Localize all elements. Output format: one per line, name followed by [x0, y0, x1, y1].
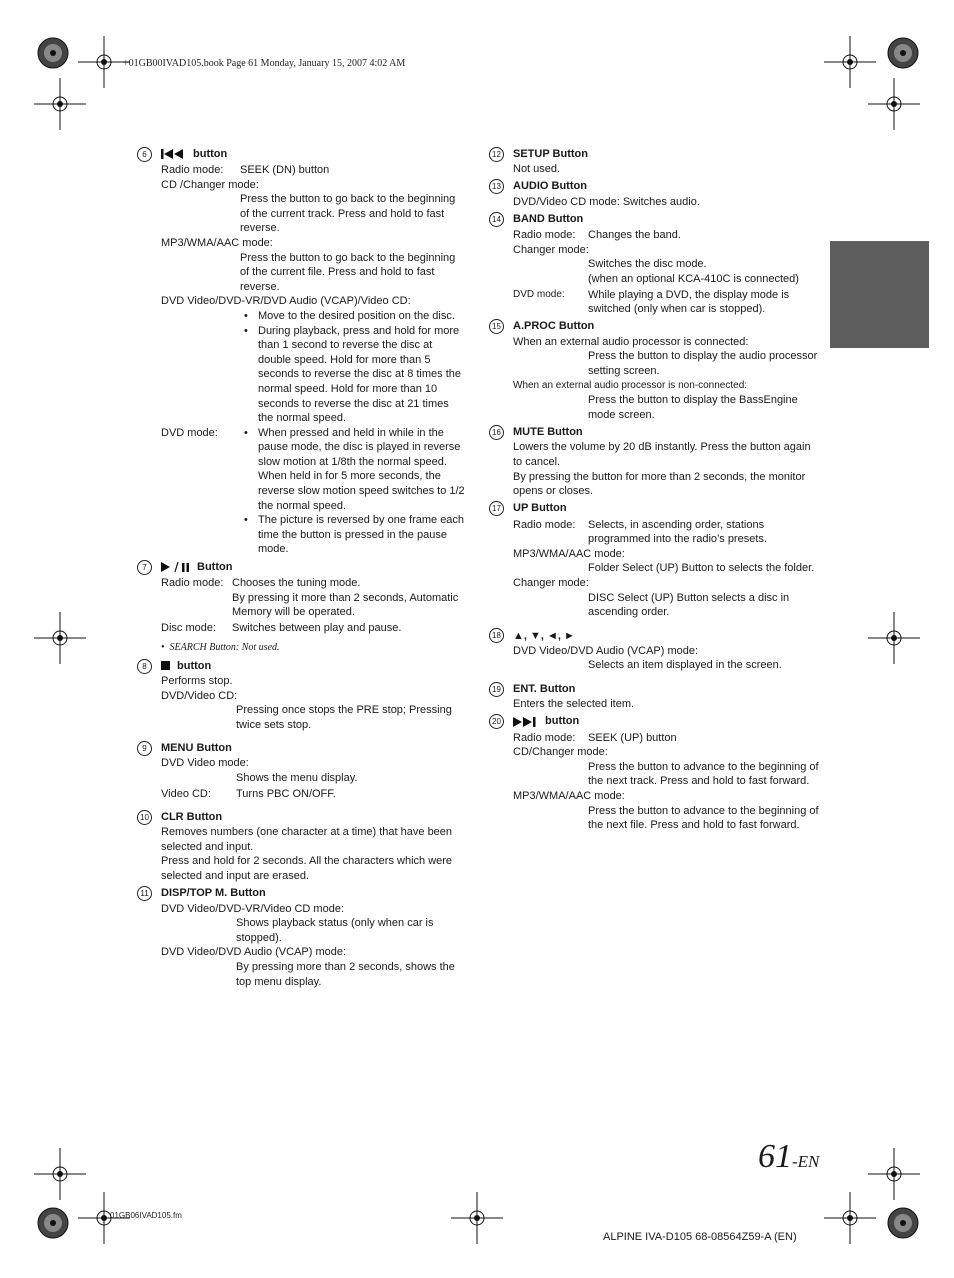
section-number: 15 [489, 319, 513, 334]
section-number: 7 [137, 560, 161, 575]
radio-mode-label: Radio mode: [513, 731, 576, 744]
dvd-mode-text: While playing a DVD, the display mode is switched (only when car is stopped). [588, 288, 790, 316]
section-7-title: Button [197, 560, 233, 573]
section-number: 14 [489, 212, 513, 227]
changer-text-1: Switches the disc mode. [588, 258, 707, 271]
right-column [489, 146, 819, 835]
radio-mode-text-2: By pressing it more than 2 seconds, Automatic Memory will be operated. [232, 591, 459, 619]
radio-mode-text: SEEK (UP) button [588, 731, 677, 744]
arrows-label: DVD Video/DVD Audio (VCAP) mode: [513, 644, 699, 657]
disc-mode-label: Disc mode: [161, 621, 217, 634]
radio-mode-text: Selects, in ascending order, stations programmed into the radio’s presets. [588, 518, 767, 546]
registration-mark-tr2-crosshair [868, 78, 920, 130]
dvd-vcd-text: Pressing once stops the PRE stop; Pressing twice sets stop. [236, 704, 452, 731]
book-header-line: +01GB00IVAD105.book Page 61 Monday, January 15, 2007 4:02 AM [123, 58, 406, 69]
registration-mark-left-mid [34, 612, 86, 664]
mp3-text: Press the button to advance to the beginning of the next file. Press and hold to fast forward. [588, 804, 819, 832]
audio-text: DVD/Video CD mode: Switches audio. [513, 195, 700, 208]
section-number: 11 [137, 886, 161, 901]
page-suffix: -EN [792, 1152, 820, 1171]
mute-text-2: By pressing the button for more than 2 seconds, the monitor opens or closes. [513, 470, 806, 498]
section-number: 20 [489, 714, 513, 729]
changer-text-2: (when an optional KCA-410C is connected) [588, 272, 799, 285]
mp3-text: Press the button to go back to the beginning of the current file. Press and hold to fast reverse. [240, 251, 456, 293]
section-12-setup [489, 146, 819, 177]
aproc-label-2: When an external audio processor is non-connected: [513, 379, 748, 391]
section-15-title: A.PROC Button [513, 320, 595, 333]
section-number: 9 [137, 741, 161, 756]
section-number: 17 [489, 501, 513, 516]
aproc-text-1: Press the button to display the audio processor setting screen. [588, 350, 818, 377]
mp3-label: MP3/WMA/AAC mode: [513, 547, 625, 560]
setup-text: Not used. [513, 163, 561, 175]
section-18-title: ▲, ▼, ◄, ► [513, 629, 575, 642]
radio-mode-text: SEEK (DN) button [240, 164, 330, 176]
section-16-title: MUTE Button [513, 426, 583, 439]
section-17-up [489, 501, 819, 620]
section-10-title: CLR Button [161, 810, 223, 823]
section-number: 19 [489, 682, 513, 697]
list-item: • Move to the desired position on the disc. [244, 309, 455, 322]
footer-file-name: 01GB06IVAD105.fm [110, 1211, 182, 1220]
left-column [137, 146, 467, 991]
section-17-title: UP Button [513, 502, 567, 515]
changer-text: DISC Select (UP) Button selects a disc in ascending order. [588, 591, 790, 619]
stop-icon [161, 661, 171, 671]
section-8-heading [137, 658, 467, 674]
section-number: 18 [489, 628, 513, 643]
section-6-heading [137, 146, 467, 162]
section-8-stop [137, 658, 467, 732]
section-19-ent [489, 681, 819, 712]
registration-mark-br-rosette [886, 1206, 920, 1240]
section-20-title: button [545, 715, 580, 728]
dvd-mode-label: DVD mode: [161, 426, 218, 439]
registration-mark-tl2-crosshair [34, 78, 86, 130]
section-number: 8 [137, 659, 161, 674]
ent-text: Enters the selected item. [513, 698, 635, 711]
registration-mark-br2-crosshair [824, 1192, 876, 1244]
section-6-skip-back [137, 146, 467, 557]
cd-changer-text: Press the button to go back to the beginning of the current track. Press and hold to fast reverse. [240, 193, 456, 235]
radio-mode-label: Radio mode: [513, 229, 576, 242]
section-10-clr [137, 809, 467, 883]
section-16-mute [489, 424, 819, 498]
radio-mode-text: Chooses the tuning mode. [232, 577, 361, 590]
clr-text-2: Press and hold for 2 seconds. All the characters which were selected and input are erased. [161, 855, 453, 882]
cd-changer-label: CD /Changer mode: [161, 178, 259, 191]
registration-mark-tr-rosette [886, 36, 920, 70]
stop-text: Performs stop. [161, 675, 233, 687]
section-9-menu [137, 740, 467, 801]
mp3-text: Folder Select (UP) Button to selects the folder. [588, 562, 815, 575]
dvd-video-label: DVD Video mode: [161, 757, 249, 770]
disc-mode-text: Switches between play and pause. [232, 621, 402, 634]
section-11-disp-top [137, 886, 467, 990]
radio-mode-text: Changes the band. [588, 229, 681, 242]
dvd-vcd-label: DVD/Video CD: [161, 689, 238, 702]
section-9-title: MENU Button [161, 742, 232, 755]
disp-label-1: DVD Video/DVD-VR/Video CD mode: [161, 902, 345, 915]
radio-mode-label: Radio mode: [513, 518, 576, 531]
section-number: 10 [137, 810, 161, 825]
section-11-title: DISP/TOP M. Button [161, 887, 266, 900]
list-item: • The picture is reversed by one frame each time the button is pressed in the pause mode. [244, 514, 465, 556]
video-cd-label: Video CD: [161, 787, 211, 800]
radio-mode-label: Radio mode: [161, 164, 224, 176]
disp-label-2: DVD Video/DVD Audio (VCAP) mode: [161, 946, 347, 959]
section-12-title: SETUP Button [513, 147, 588, 160]
section-9-heading [137, 740, 467, 756]
footer-model-code: ALPINE IVA-D105 68-08564Z59-A (EN) [603, 1231, 797, 1243]
section-13-audio [489, 179, 819, 210]
section-7-play-pause [137, 559, 467, 656]
changer-mode-label: Changer mode: [513, 243, 589, 256]
section-14-band [489, 211, 819, 317]
cd-changer-text: Press the button to advance to the beginning of the next track. Press and hold to fast forward. [588, 760, 819, 788]
section-number: 12 [489, 147, 513, 162]
section-14-title: BAND Button [513, 212, 584, 225]
aproc-label-1: When an external audio processor is connected: [513, 335, 749, 348]
disp-text-1: Shows playback status (only when car is stopped). [236, 917, 434, 944]
radio-mode-label: Radio mode: [161, 577, 224, 590]
video-cd-text: Turns PBC ON/OFF. [236, 787, 336, 800]
section-18-arrows [489, 628, 819, 673]
list-item: • During playback, press and hold for more than 1 second to reverse the disc at double speed. Hold for more than 5 seconds to reverse the disc at 8 times the normal speed. Hold for more than 10 seconds to reverse the disc at 21 times the normal speed. [244, 324, 461, 425]
mp3-label: MP3/WMA/AAC mode: [513, 790, 625, 802]
search-note: • SEARCH Button: Not used. [161, 642, 280, 654]
play-pause-icon [161, 562, 191, 572]
registration-mark-bl-rosette [36, 1206, 70, 1240]
section-10-heading [137, 809, 467, 825]
side-tab [830, 241, 929, 348]
changer-mode-label: Changer mode: [513, 577, 589, 590]
dvd-all-label: DVD Video/DVD-VR/DVD Audio (VCAP)/Video CD: [161, 295, 411, 308]
registration-mark-right-mid [868, 612, 920, 664]
clr-text-1: Removes numbers (one character at a time) that have been selected and input. [161, 826, 453, 853]
cd-changer-label: CD/Changer mode: [513, 746, 608, 759]
registration-mark-bottom-center [451, 1192, 503, 1244]
section-7-heading [137, 559, 467, 575]
registration-mark-bl2-crosshair [78, 1192, 130, 1244]
page-number: 61-EN [758, 1138, 820, 1175]
list-item: • When pressed and held in while in the pause mode, the disc is played in reverse slow motion at 1/8th the normal speed. When held in for 5 more seconds, the reverse slow motion speed switches to 1/2 the normal speed. [244, 426, 465, 512]
section-19-title: ENT. Button [513, 682, 576, 695]
dvd-mode-label: DVD mode: [513, 288, 565, 300]
section-number: 6 [137, 147, 161, 162]
dvd-video-text: Shows the menu display. [236, 771, 358, 784]
registration-mark-tl-rosette [36, 36, 70, 70]
mp3-label: MP3/WMA/AAC mode: [161, 236, 273, 249]
section-15-aproc [489, 319, 819, 423]
skip-back-icon [161, 149, 189, 159]
section-11-heading [137, 886, 467, 902]
section-number: 13 [489, 179, 513, 194]
section-13-title: AUDIO Button [513, 180, 587, 193]
dvd-mode-row [161, 426, 467, 557]
skip-forward-icon [513, 717, 541, 727]
arrows-text: Selects an item displayed in the screen. [588, 659, 782, 672]
section-20-skip-forward [489, 714, 819, 833]
section-6-title: button [193, 147, 228, 160]
aproc-text-2: Press the button to display the BassEngine mode screen. [588, 394, 798, 421]
mute-text-1: Lowers the volume by 20 dB instantly. Press the button again to cancel. [513, 441, 811, 468]
section-number: 16 [489, 425, 513, 440]
section-8-title: button [177, 659, 212, 672]
disp-text-2: By pressing more than 2 seconds, shows the top menu display. [236, 960, 455, 988]
